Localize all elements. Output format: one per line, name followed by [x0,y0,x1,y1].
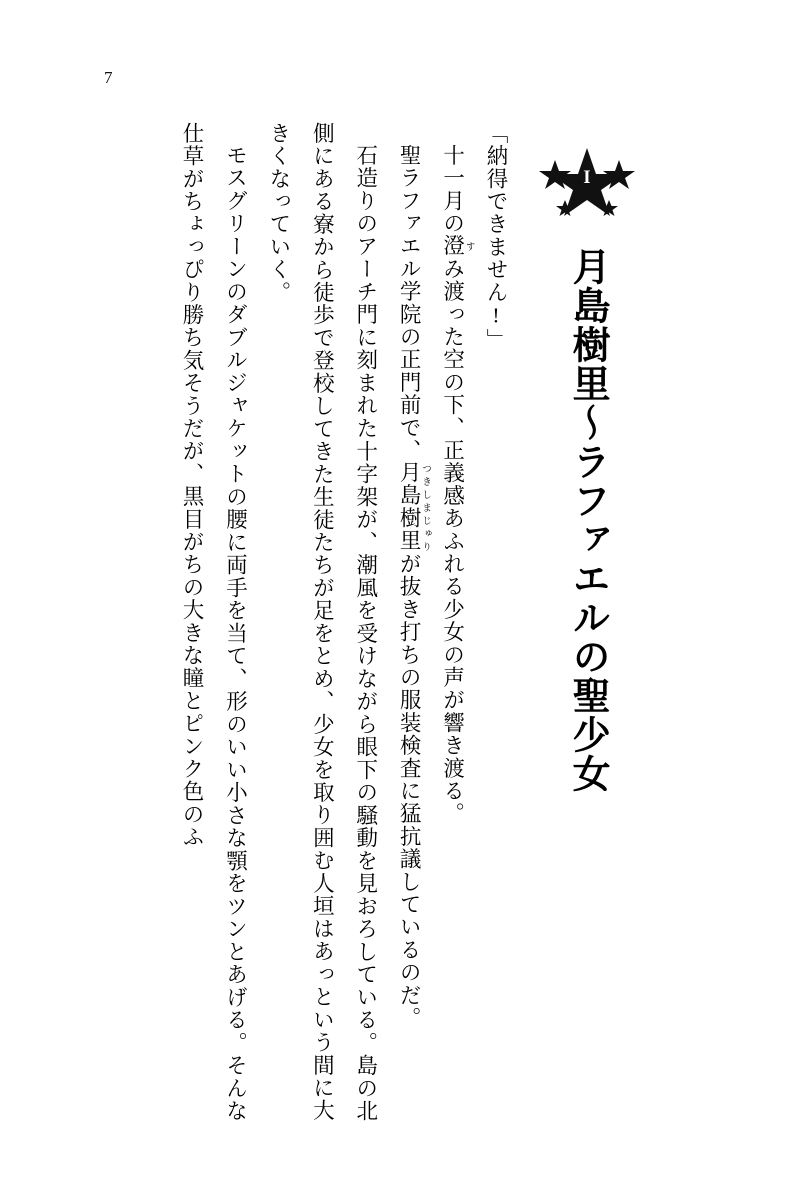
paragraph-1: 「納得できません!」 [484,122,508,352]
star-ornament-icon [539,140,635,216]
chapter-number: I [583,167,591,188]
paragraph-2: 十一月の澄 すみ渡った空の下、正義感あふれる少女の声が響き渡る。 [440,143,474,825]
chapter-heading [547,140,627,810]
paragraph-3: 聖ラファエル学院の正門前で、月島樹里 つきしまじゅりが抜き打ちの服装検査に猛抗議しているのだ。 [397,143,431,1029]
page-number: 7 [104,68,113,87]
ruby-tsukishima-juri: 月島樹里 つきしまじゅり [397,461,431,553]
paragraph-4: 石造りのアーチ門に刻まれた十字架が、潮風を受けながら眼下の騒動を見おろしている。島の北側にある寮から徒歩で登校してきた生徒たちが足をとめ、少女を取り囲む人垣はあっという間に大きくなっていく。 [266,122,378,1122]
paragraph-5: モスグリーンのダブルジャケットの腰に両手を当て、形のいい小さな顎をツンとあげる。そんな仕草がちょっぴり勝ち気そうだが、黒目がちの大きな瞳とピンク色のふ [180,122,248,1122]
ruby-sumi: 澄 す [440,234,474,258]
chapter-title: 月島樹里～ラファエルの聖少女 [566,247,609,793]
body-text [97,122,517,1122]
